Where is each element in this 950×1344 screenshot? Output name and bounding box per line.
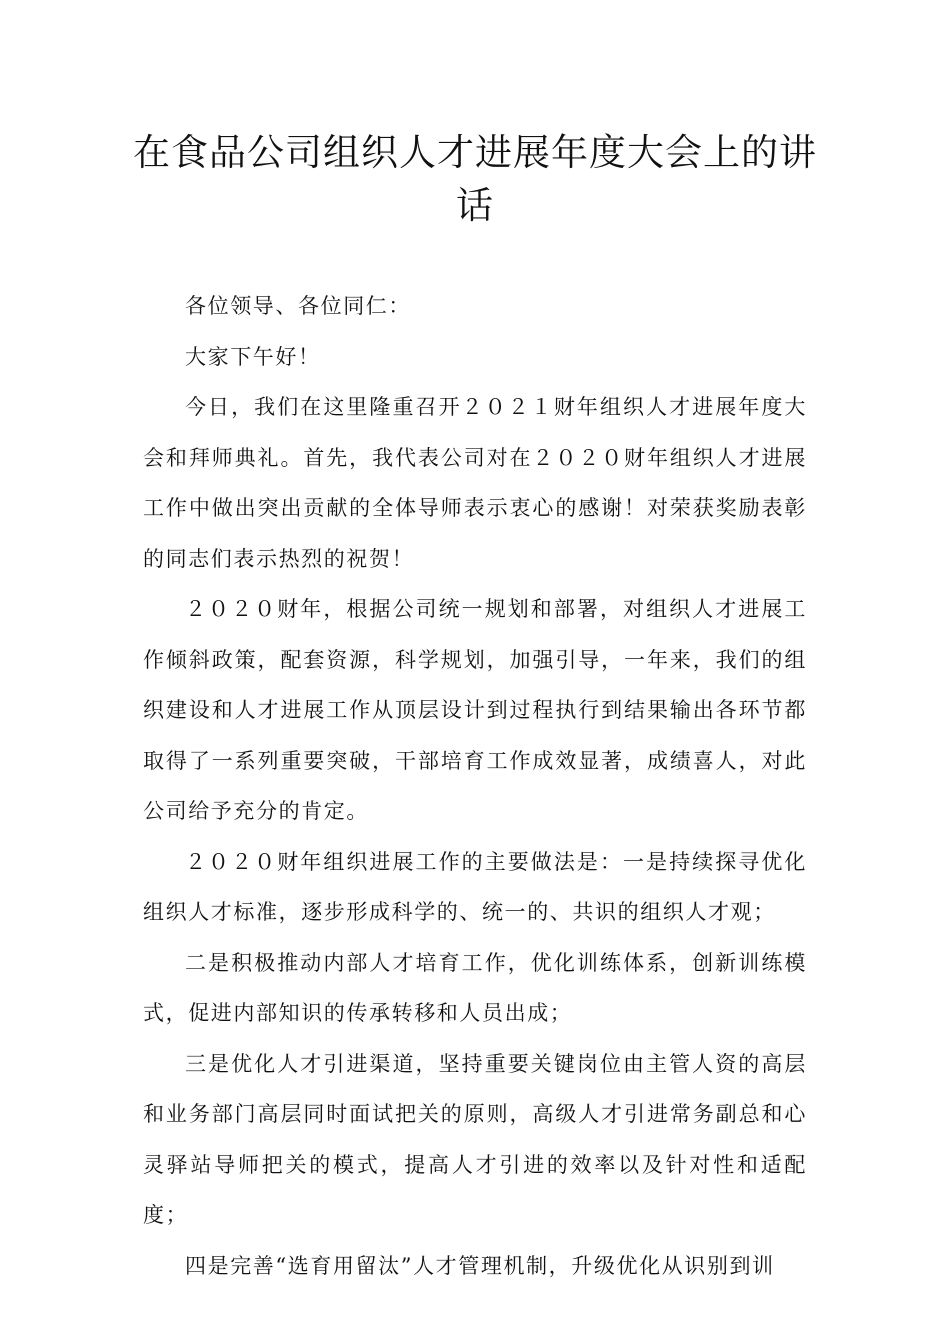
paragraph: ２０２０财年，根据公司统一规划和部署，对组织人才进展工作倾斜政策，配套资源，科学规划，加强引导，一年来，我们的组织建设和人才进展工作从顶层设计到过程执行到结果输出各环节都取得了一系列重要突破，干部培育工作成效显著，成绩喜人，对此公司给予充分的肯定。 <box>143 597 807 823</box>
paragraph-greeting: 大家下午好！ <box>185 344 321 369</box>
paragraph: 二是积极推动内部人才培育工作，优化训练体系，创新训练模式，促进内部知识的传承转移和人员出成； <box>143 950 807 1025</box>
paragraph: ２０２０财年组织进展工作的主要做法是：一是持续探寻优化组织人才标准，逐步形成科学的、统一的、共识的组织人才观； <box>143 849 807 924</box>
paragraph-salutation: 各位领导、各位同仁： <box>185 294 411 318</box>
paragraph: 今日，我们在这里隆重召开２０２１财年组织人才进展年度大会和拜师典礼。首先，我代表公司对在２０２０财年组织人才进展工作中做出突出贡献的全体导师表示衷心的感谢！对荣获奖励表彰的同志们表示热烈的祝贺！ <box>143 395 807 571</box>
paragraph: 四是完善“选育用留汰”人才管理机制，升级优化从识别到训 <box>185 1253 775 1278</box>
document-body <box>143 281 807 1291</box>
paragraph: 三是优化人才引进渠道，坚持重要关键岗位由主管人资的高层和业务部门高层同时面试把关的原则，高级人才引进常务副总和心灵驿站导师把关的模式，提高人才引进的效率以及针对性和适配度； <box>143 1051 807 1227</box>
document-title: 在食品公司组织人才进展年度大会上的讲话 <box>133 131 817 227</box>
